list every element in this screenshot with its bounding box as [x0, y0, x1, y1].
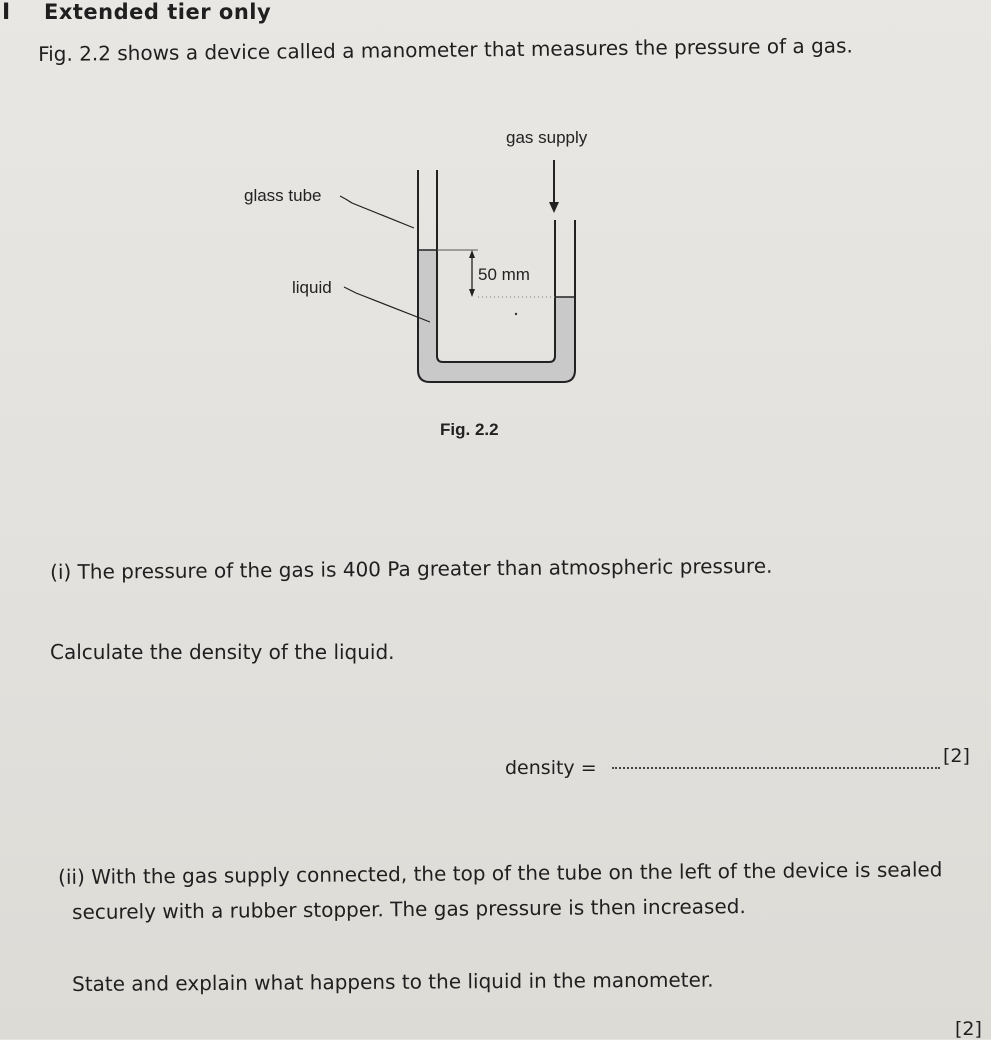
figure-caption: Fig. 2.2 — [440, 420, 499, 439]
question-ii-line1: (ii) With the gas supply connected, the top of the tube on the left of the device is sealed — [58, 857, 943, 889]
height-label: 50 mm — [478, 265, 530, 284]
glass-tube-label: glass tube — [244, 186, 322, 205]
question-number-mark: I — [2, 0, 11, 25]
gas-supply-label: gas supply — [506, 128, 588, 147]
question-i-task: Calculate the density of the liquid. — [50, 640, 395, 664]
question-i-statement: (i) The pressure of the gas is 400 Pa greater than atmospheric pressure. — [50, 553, 773, 584]
density-answer-label: density = — [505, 757, 597, 779]
height-arrow-down — [469, 289, 475, 297]
glass-tube-leader — [340, 196, 414, 228]
section-heading: Extended tier only — [44, 0, 272, 24]
question-i-marks: [2] — [943, 745, 970, 767]
height-arrow-up — [469, 250, 475, 258]
question-ii-line2: securely with a rubber stopper. The gas pressure is then increased. — [72, 894, 746, 924]
question-ii-task: State and explain what happens to the liquid in the manometer. — [72, 967, 714, 996]
intro-text: Fig. 2.2 shows a device called a manometer that measures the pressure of a gas. — [38, 33, 853, 66]
manometer-diagram — [0, 0, 991, 460]
tube-dot — [515, 313, 517, 315]
gas-supply-arrow-head — [549, 202, 559, 213]
density-answer-field[interactable] — [612, 767, 940, 769]
liquid-label: liquid — [292, 278, 332, 297]
question-ii-marks: [2] — [955, 1018, 982, 1040]
